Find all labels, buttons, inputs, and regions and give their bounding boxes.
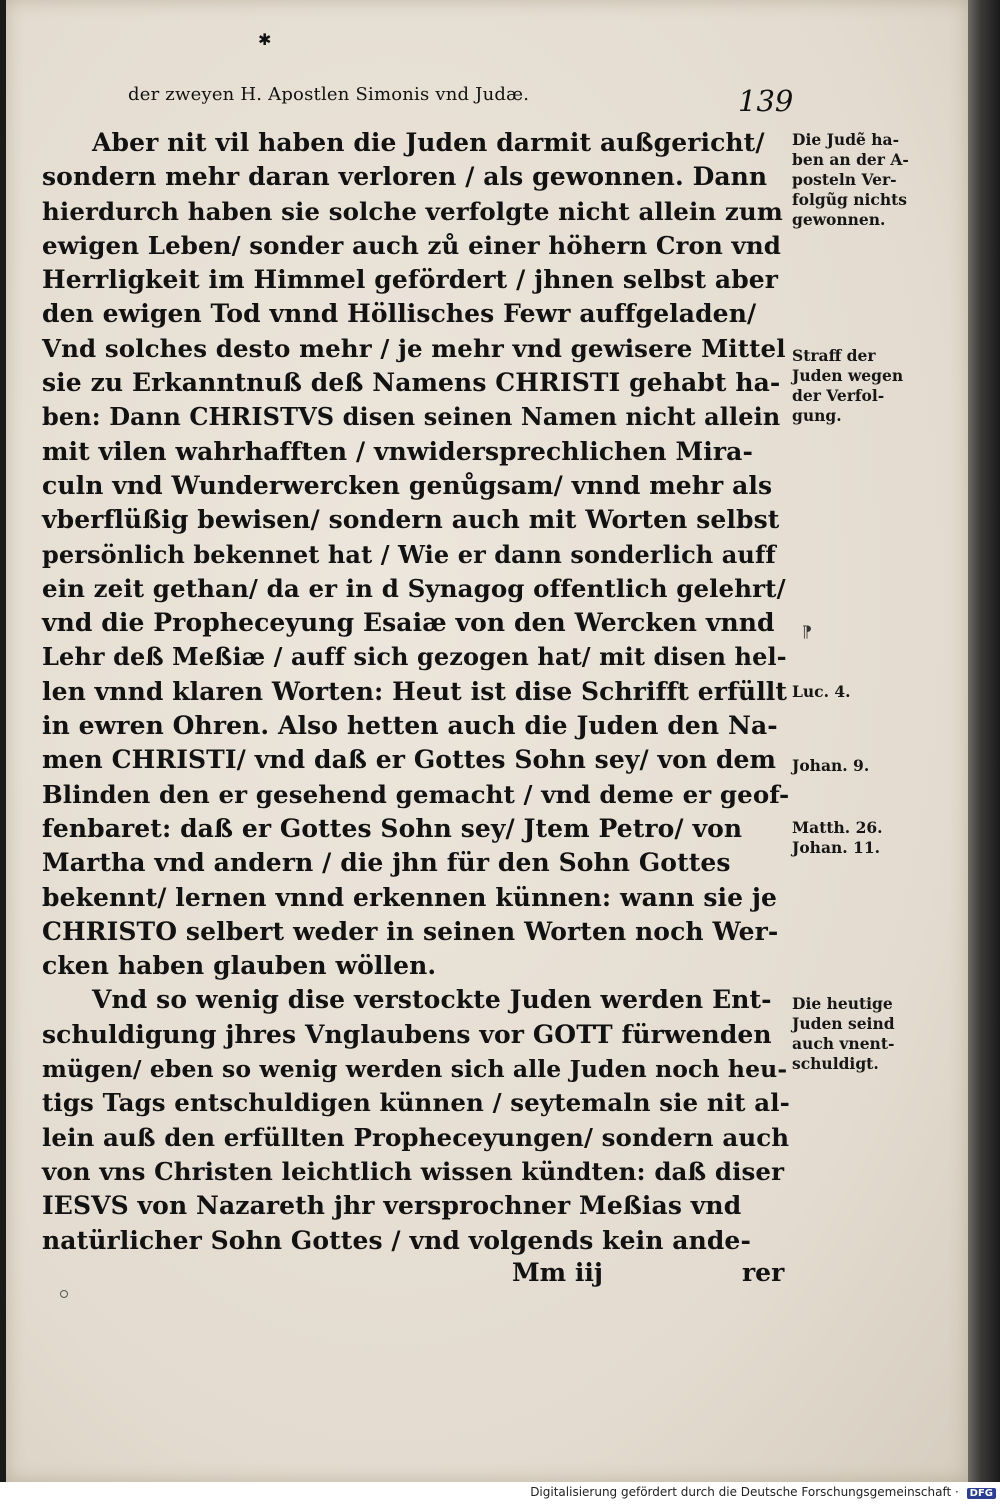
text-line: tigs Tags entschuldigen künnen / seytemaln sie nit al- [42,1088,790,1118]
text-line: mügen/ eben so wenig werden sich alle Juden noch heu- [42,1055,788,1084]
page-number: 139 [738,84,794,118]
margin-note-line: Die heutige [792,994,893,1013]
text-line: persönlich bekennet hat / Wie er dann sonderlich auff [42,539,776,569]
text-line: mit vilen wahrhafften / vnwidersprechlichen Mira- [42,436,753,466]
margin-note [792,130,932,230]
ink-mark: ⁋ [802,622,813,641]
margin-note [792,346,932,426]
footer-credit [530,1485,996,1499]
margin-note [792,994,932,1074]
margin-note-line: Johan. 11. [792,838,881,857]
text-line: IESVS von Nazareth jhr versprochner Meßias vnd [42,1191,742,1221]
text-line: fenbaret: daß er Gottes Sohn sey/ Jtem Petro/ von [42,813,743,843]
margin-note-line: Juden seind [792,1014,895,1033]
text-line: den ewigen Tod vnnd Höllisches Fewr auffgeladen/ [42,299,757,329]
footer-bar [0,1482,1000,1504]
running-head: der zweyen H. Apostlen Simonis vnd Judæ. [128,84,530,105]
margin-note-line: gewonnen. [792,210,886,229]
text-line: sie zu Erkanntnuß deß Namens CHRISTI gehabt ha- [42,368,781,398]
text-line: vberflüßig bewisen/ sondern auch mit Worten selbst [42,505,780,535]
text-line: Aber nit vil haben die Juden darmit außgericht/ [92,128,765,157]
margin-note-line: schuldigt. [792,1054,879,1073]
margin-note [792,682,932,702]
margin-note-line: Johan. 9. [792,756,870,775]
margin-note-line: gung. [792,406,842,425]
margin-note-line: posteln Ver- [792,170,897,189]
text-line: ben: Dann CHRISTVS disen seinen Namen nicht allein [42,402,781,432]
margin-note-line: Luc. 4. [792,682,851,701]
ornament-mark: ✱ [258,30,272,49]
dfg-logo: DFG [967,1488,996,1499]
margin-note-line: der Verfol- [792,386,885,405]
text-line: culn vnd Wunderwercken genůgsam/ vnnd mehr als [42,470,773,500]
text-line: vnd die Propheceyung Esaiæ von den Wercken vnnd [42,608,775,638]
catchword: rer [742,1258,785,1287]
margin-note [792,756,932,776]
text-line: Blinden den er gesehend gemacht / vnd deme er geof- [42,779,790,809]
paper-blemish [60,1290,68,1298]
text-line: Vnd so wenig dise verstockte Juden werden Ent- [92,985,772,1015]
text-line: in ewren Ohren. Also hetten auch die Juden den Na- [42,711,778,741]
text-line: Vnd solches desto mehr / je mehr vnd gewisere Mittel [42,333,786,363]
text-line: Herrligkeit im Himmel gefördert / jhnen selbst aber [42,265,779,295]
text-line: sondern mehr daran verloren / als gewonnen. Dann [42,162,768,192]
text-line: Martha vnd andern / die jhn für den Sohn Gottes [42,848,731,878]
text-line: schuldigung jhres Vnglaubens vor GOTT fürwenden [42,1019,772,1049]
margin-note [792,818,932,858]
text-line: CHRISTO selbert weder in seinen Worten noch Wer- [42,916,779,946]
book-edge [968,0,1000,1482]
margin-note-line: Matth. 26. [792,818,883,837]
text-line: Lehr deß Meßiæ / auff sich gezogen hat/ mit disen hel- [42,642,787,672]
text-line: natürlicher Sohn Gottes / vnd volgends kein ande- [42,1225,751,1255]
text-line: ewigen Leben/ sonder auch zů einer höhern Cron vnd [42,230,781,260]
text-line: hierdurch haben sie solche verfolgte nicht allein zum [42,196,783,226]
text-line: von vns Christen leichtlich wissen kündten: daß diser [42,1156,785,1186]
text-line: cken haben glauben wöllen. [42,951,437,981]
text-line: ein zeit gethan/ da er in d Synagog offentlich gelehrt/ [42,573,786,603]
text-line: bekennt/ lernen vnnd erkennen künnen: wann sie je [42,882,778,912]
margin-note-line: folgũg nichts [792,190,907,209]
margin-note-line: auch vnent- [792,1034,895,1053]
main-text-block [42,126,790,1258]
text-line: lein auß den erfüllten Propheceyungen/ sondern auch [42,1122,790,1152]
margin-note-line: ben an der A- [792,150,909,169]
text-line: men CHRISTI/ vnd daß er Gottes Sohn sey/ von dem [42,745,777,775]
footer-credit-text: Digitalisierung gefördert durch die Deutsche Forschungsgemeinschaft · [530,1485,959,1499]
margin-note-line: Die Judẽ ha- [792,130,900,149]
text-line: len vnnd klaren Worten: Heut ist dise Schrifft erfüllt [42,676,788,706]
margin-note-line: Juden wegen [792,366,904,385]
margin-note-line: Straff der [792,346,876,365]
signature-mark: Mm iij [512,1258,603,1287]
